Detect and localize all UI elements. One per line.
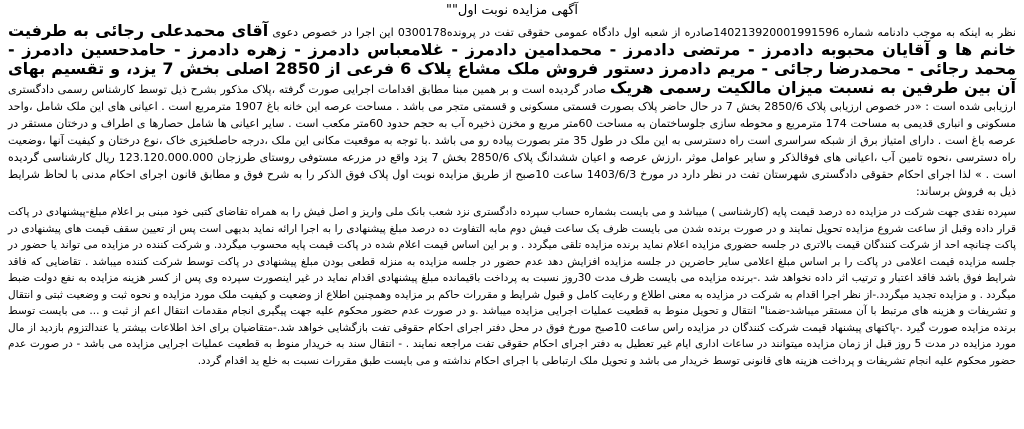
auction-conditions: سپرده نقدی جهت شرکت در مزایده ده درصد قیمت پایه (کارشناسی ) میباشد و می بایست بشماره حساب سپرده دادگستری نزد شعب بانک ملی واریز و اصل فیش را به همراه تقاضای کتبی خود مبنی بر اعلام مبلغ-پیشنهادی در پاکت قرار داده وقبل از ساعت شروع مزایده تحویل نمایند و در صورت برنده شدن می بایست ظرف یک ساعت فیش دوم مابه التفاوت ده درصد مبلغ پیشنهادی را به اجرا ارائه نماید بدیهی است پس از تعیین سقف قیمت های پیشنهادی در پاکت چنانچه احد از شرکت کنندگان قیمت بالاتری در جلسه حضوری مزایده اعلام نماید برنده مزایده تلقی میگردد . و بر این اساس قیمت اعلام شده در پاکت قیمت پایه محسوب میگردد. و شرکت کننده در مزایده می تواند یا حضور در جلسه مزایده قیمت اعلامی در پاکت را بر اساس مبلغ اعلامی سایر حاضرین در جلسه مزایده افزایش دهد عدم حضور در جلسه مزایده به منزله قطعی بودن مبلغ پیشنهادی در پاکت توسط شرکت کننده میباشد . تقاضایی که فاقد شرایط فوق باشد فاقد اعتبار و ترتیب اثر داده نخواهد شد .-برنده مزایده می بایست ظرف مدت 30روز نسبت به پرداخت باقیمانده مبلغ پیشنهادی اقدام نماید در غیر اینصورت سپرده وی پس از کسر هزینه مزایده به نفع دولت ضبط میگردد . و مزایده تجدید میگردد.-از نظر اجرا اقدام به شرکت در مزایده به معنی اطلاع و رعایت کامل و قبول شرایط و مقررات حاکم بر مزایده وهمچنین اطلاع از وضعیت و کیفیت ملک مورد مزایده و نحوه ثبت و وضعیت ثبتی و انتقال و تشریفات و هزینه های مرتبط با آن مستقر میباشد-ضمنا" انتقال و تحویل منوط به قطعیت عملیات اجرایی مزایده میباشد .و در صورت عدم حضور محکوم علیه جهت پیگیری انجام مقدمات انتقال اعم از ثبت و ... می بایست توسط برنده مزایده صورت گیرد .-پاکتهای پیشنهاد قیمت شرکت کنندگان در مزایده راس ساعت 10صبح مورخ فوق در محل دفتر اجرای احکام حقوقی تفت بازگشایی خواهد شد.-متقاضیان برای اخذ اطلاعات بیشتر یا عندالتزوم بازدید از مال مورد مزایده در مدت 5 روز قبل از زمان مزایده میتوانند در ساعات اداری ایام غیر تعطیل به دفتر اجرای احکام حقوقی تفت مراجعه نمایند . - انتقال سند به خریدار منوط به قطعیت عملیات اجرایی مزایده می باشد - در صورت عدم حضور محکوم علیه انجام تشریفات و پرداخت هزینه های قانونی توسط خریدار می باشد و تحویل ملک ارتباطی با اجرای احکام نداشته و می بایست طبق مقررات نسبت به خلع ید اقدام گردد. bbox=[8, 206, 1016, 367]
paragraph-1-lead: نظر به اینکه به موجب دادنامه شماره 140213920001991596صادره از شعبه اول دادگاه عمومی حقوقی تفت در پرونده0300178 این اجرا در خصوص دعوی bbox=[268, 26, 1016, 39]
notice-title: آگهی مزایده نوبت اول"" bbox=[445, 3, 579, 18]
parties-and-order: آقای محمدعلی رجائی به طرفیت خانم ها و آقایان محبوبه دادمرز - مرتضی دادمرز - محمدامین دادمرز - غلامعباس دادمرز - زهره دادمرز - حامدحسین دادمرز - محمد رجائی - محمدرضا رجائی - مریم دادمرز دستور فروش ملک مشاع پلاک 6 فرعی از 2850 اصلی بخش 7 یزد، و تقسیم بهای آن بین طرفین به نسبت میزان مالکیت رسمی هریک bbox=[8, 21, 1017, 97]
notice-paragraph-1 bbox=[8, 22, 1016, 200]
paragraph-1-body: صادر گردیده است و بر همین مبنا مطابق اقدامات اجرایی صورت گرفته ،پلاک مذکور بشرح ذیل توسط کارشناس رسمی دادگستری ارزیابی شده است : «در خصوص ارزیابی پلاک 2850/6 بخش 7 در حال حاضر پلاک بصورت قسمتی مسکونی و قسمتی متجر می باشد . مساحت عرصه این خانه باغ 1907 مترمربع است . اعیانی های این ملک شامل ،واحد مسکونی و انباری قدیمی به مساحت 174 مترمربع و محوطه سازی جلوساختمان به مساحت 60متر مربع و مخزن ذخیره آب به حجم حدود 60متر مکعب است . سایر اعیانی ها شامل حصارها ی اطراف و درختان مستقر در عرصه باغ است . دارای امتیاز برق از شبکه سراسری است راه دسترسی به این ملک در طول 35 متر بصورت پیاده رو می باشد .با توجه به موقعیت مکانی این ملک ،درجه حاصلخیزی خاک ،نوع درختان و کیفیت آنها ،وضعیت راه دسترسی ،نحوه تامین آب ،اعیانی های فوقالذکر و سایر عوامل موثر ،ارزش عرصه و اعیان ششدانگ پلاک 2850/6 بخش 7 یزد واقع در مزرعه مستوفی روستای طرزجان 123.120.000.000 ریال کارشناسی گردیده است . » لذا اجرای احکام حقوقی دادگستری شهرستان تفت در نظر دارد در مورخ 1403/6/3 ساعت 10صبح از طریق مزایده نوبت اول پلاک فوق الذکر را به شرح فوق و مطابق قانون اجرای احکام مدنی با لحاظ شرایط ذیل به فروش برساند: bbox=[8, 83, 1017, 198]
